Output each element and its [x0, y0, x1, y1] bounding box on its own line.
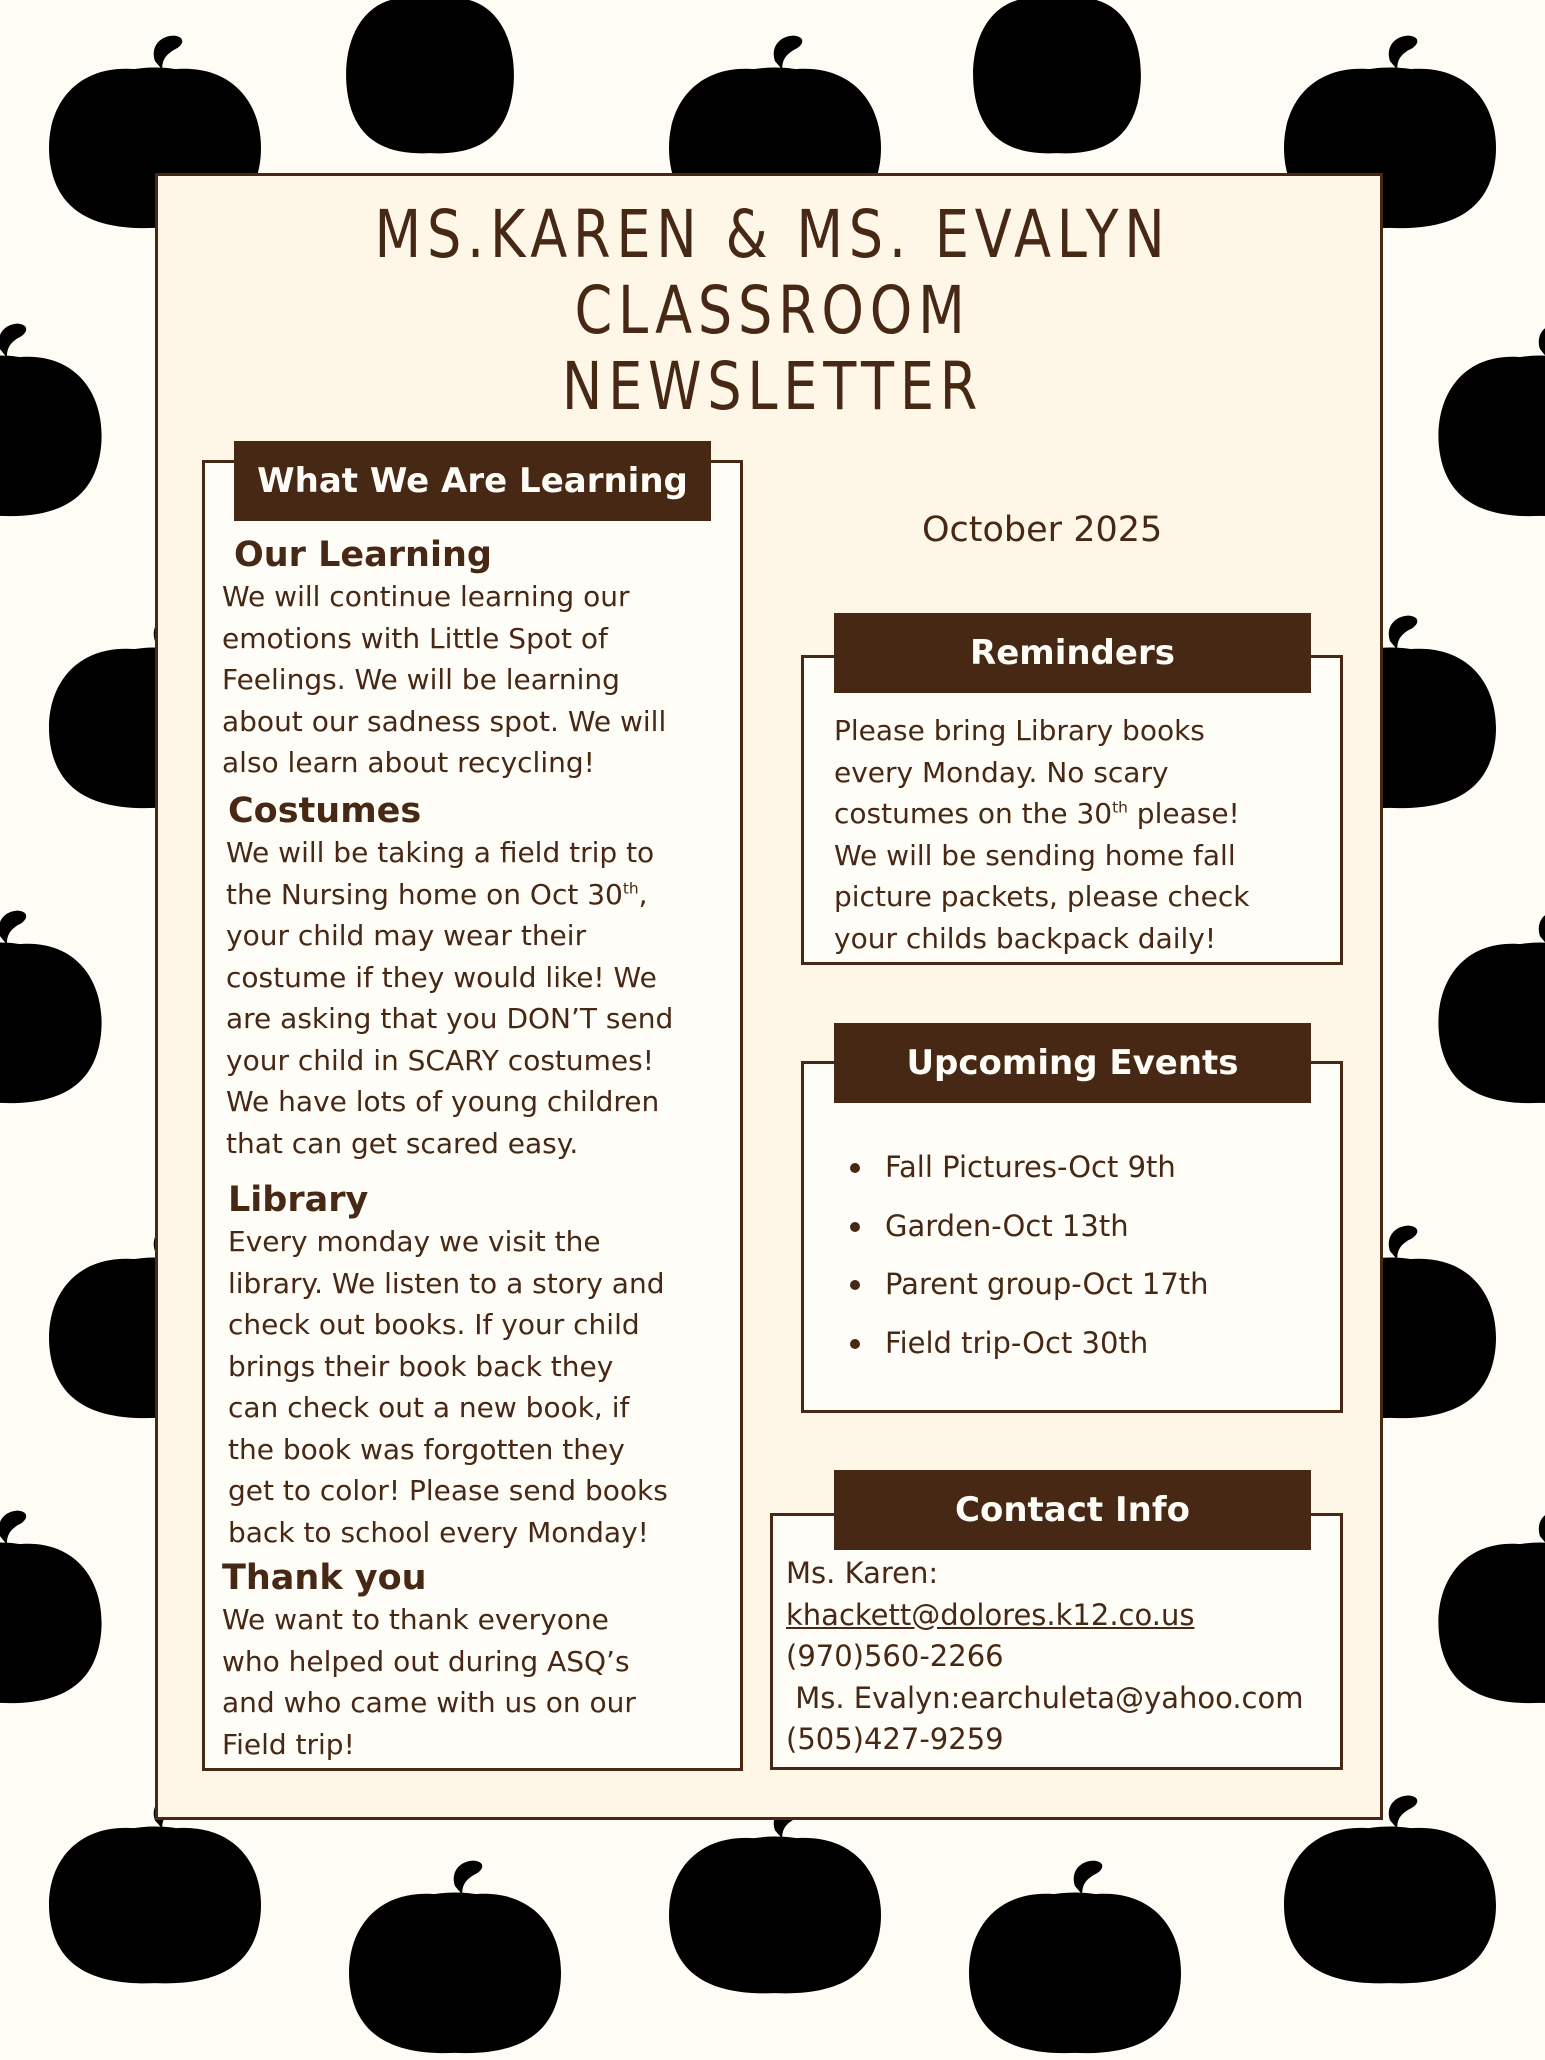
pumpkin-icon: [1425, 318, 1545, 523]
pumpkin-icon: [335, 0, 525, 160]
event-text: Field trip-Oct 30th: [885, 1325, 1149, 1360]
text-line: Every monday we visit the: [228, 1225, 601, 1258]
karen-label: Ms. Karen:: [786, 1556, 939, 1590]
pumpkin-icon: [0, 318, 115, 523]
karen-phone: (970)560-2266: [786, 1639, 1004, 1673]
superscript: th: [1112, 798, 1128, 817]
event-item: [835, 1138, 1209, 1197]
contact-header: Contact Info: [834, 1470, 1311, 1550]
title-line: NEWSLETTER: [561, 348, 984, 425]
pumpkin-icon: [962, 0, 1152, 160]
karen-email-link[interactable]: khackett@dolores.k12.co.us: [786, 1597, 1195, 1632]
reminders-text: [834, 710, 1249, 959]
title-line: CLASSROOM: [574, 272, 971, 349]
event-text: Fall Pictures-Oct 9th: [885, 1150, 1176, 1184]
pumpkin-icon: [1270, 1790, 1510, 1990]
text-line: every Monday. No scary: [834, 755, 1169, 789]
text-line: We want to thank everyone: [222, 1603, 609, 1636]
reminders-header: Reminders: [834, 613, 1311, 693]
text-line: picture packets, please check: [834, 880, 1250, 913]
pumpkin-icon: [0, 905, 115, 1110]
text-span: please!: [1127, 797, 1240, 830]
pumpkin-icon: [35, 1790, 275, 1990]
events-list: [835, 1138, 1209, 1372]
text-line: also learn about recycling!: [222, 746, 595, 779]
pumpkin-icon: [955, 1855, 1195, 2060]
event-item: [835, 1255, 1209, 1314]
bullet-icon: [850, 1339, 860, 1349]
text-line: your childs backpack daily!: [834, 921, 1217, 955]
text-line: check out books. If your child: [228, 1308, 640, 1341]
text-line: costume if they would like! We: [226, 960, 657, 994]
text-line: Feelings. We will be learning: [222, 663, 620, 696]
pumpkin-icon: [335, 1855, 575, 2060]
pumpkin-icon: [1425, 905, 1545, 1110]
section-our-learning-text: [222, 576, 666, 784]
section-costumes-text: [226, 832, 673, 1164]
bullet-icon: [850, 1280, 860, 1290]
section-heading: Library: [228, 1180, 369, 1220]
text-span: costumes on the 30: [834, 797, 1113, 830]
section-thank-you: [222, 1558, 427, 1598]
section-our-learning: [234, 535, 492, 575]
event-item: [835, 1197, 1209, 1256]
text-line: that can get scared easy.: [226, 1126, 579, 1160]
bullet-icon: [850, 1222, 860, 1232]
text-line: back to school every Monday!: [228, 1515, 649, 1549]
newsletter-date: October 2025: [922, 510, 1163, 550]
event-text: Garden-Oct 13th: [885, 1208, 1129, 1243]
text-line: [834, 793, 1249, 835]
text-line: Please bring Library books: [834, 714, 1205, 747]
section-heading: Thank you: [222, 1558, 427, 1598]
section-thank-you-text: [222, 1599, 636, 1765]
text-line: who helped out during ASQ’s: [222, 1644, 630, 1678]
text-line: about our sadness spot. We will: [222, 704, 667, 738]
event-text: Parent group-Oct 17th: [885, 1267, 1209, 1301]
text-line: your child may wear their: [226, 919, 587, 952]
contact-details: [786, 1553, 1304, 1761]
section-heading: Costumes: [228, 791, 422, 831]
text-line: your child in SCARY costumes!: [226, 1043, 654, 1077]
text-line: Field trip!: [222, 1727, 355, 1761]
evalyn-contact: Ms. Evalyn:earchuleta@yahoo.com: [786, 1680, 1304, 1715]
pumpkin-icon: [0, 1505, 115, 1710]
text-line: the book was forgotten they: [228, 1432, 625, 1466]
bullet-icon: [850, 1163, 860, 1173]
text-line: We will be sending home fall: [834, 838, 1236, 872]
text-line: are asking that you DON’T send: [226, 1002, 674, 1035]
section-library: [228, 1180, 368, 1220]
section-heading: Our Learning: [234, 535, 492, 575]
text-line: get to color! Please send books: [228, 1474, 668, 1507]
text-line: We have lots of young children: [226, 1085, 660, 1118]
text-line: We will continue learning our: [222, 580, 630, 613]
title-line: MS.KAREN & MS. EVALYN: [374, 196, 1171, 273]
text-line: [226, 874, 673, 916]
newsletter-title: [139, 197, 1406, 425]
section-library-text: [228, 1221, 668, 1553]
text-line: brings their book back they: [228, 1349, 614, 1383]
text-line: emotions with Little Spot of: [222, 621, 608, 655]
superscript: th: [622, 879, 639, 898]
text-line: library. We listen to a story and: [228, 1266, 665, 1300]
pumpkin-icon: [655, 1800, 895, 2000]
pumpkin-icon: [1425, 1505, 1545, 1710]
text-span: the Nursing home on Oct 30: [226, 877, 623, 911]
evalyn-phone: (505)427-9259: [786, 1722, 1004, 1756]
text-line: We will be taking a field trip to: [226, 836, 655, 869]
text-line: and who came with us on our: [222, 1686, 636, 1719]
learning-header: What We Are Learning: [234, 441, 711, 521]
text-line: can check out a new book, if: [228, 1391, 630, 1424]
events-header: Upcoming Events: [834, 1023, 1311, 1103]
text-span: ,: [638, 877, 648, 911]
event-item: [835, 1314, 1209, 1373]
section-costumes: [228, 791, 421, 831]
